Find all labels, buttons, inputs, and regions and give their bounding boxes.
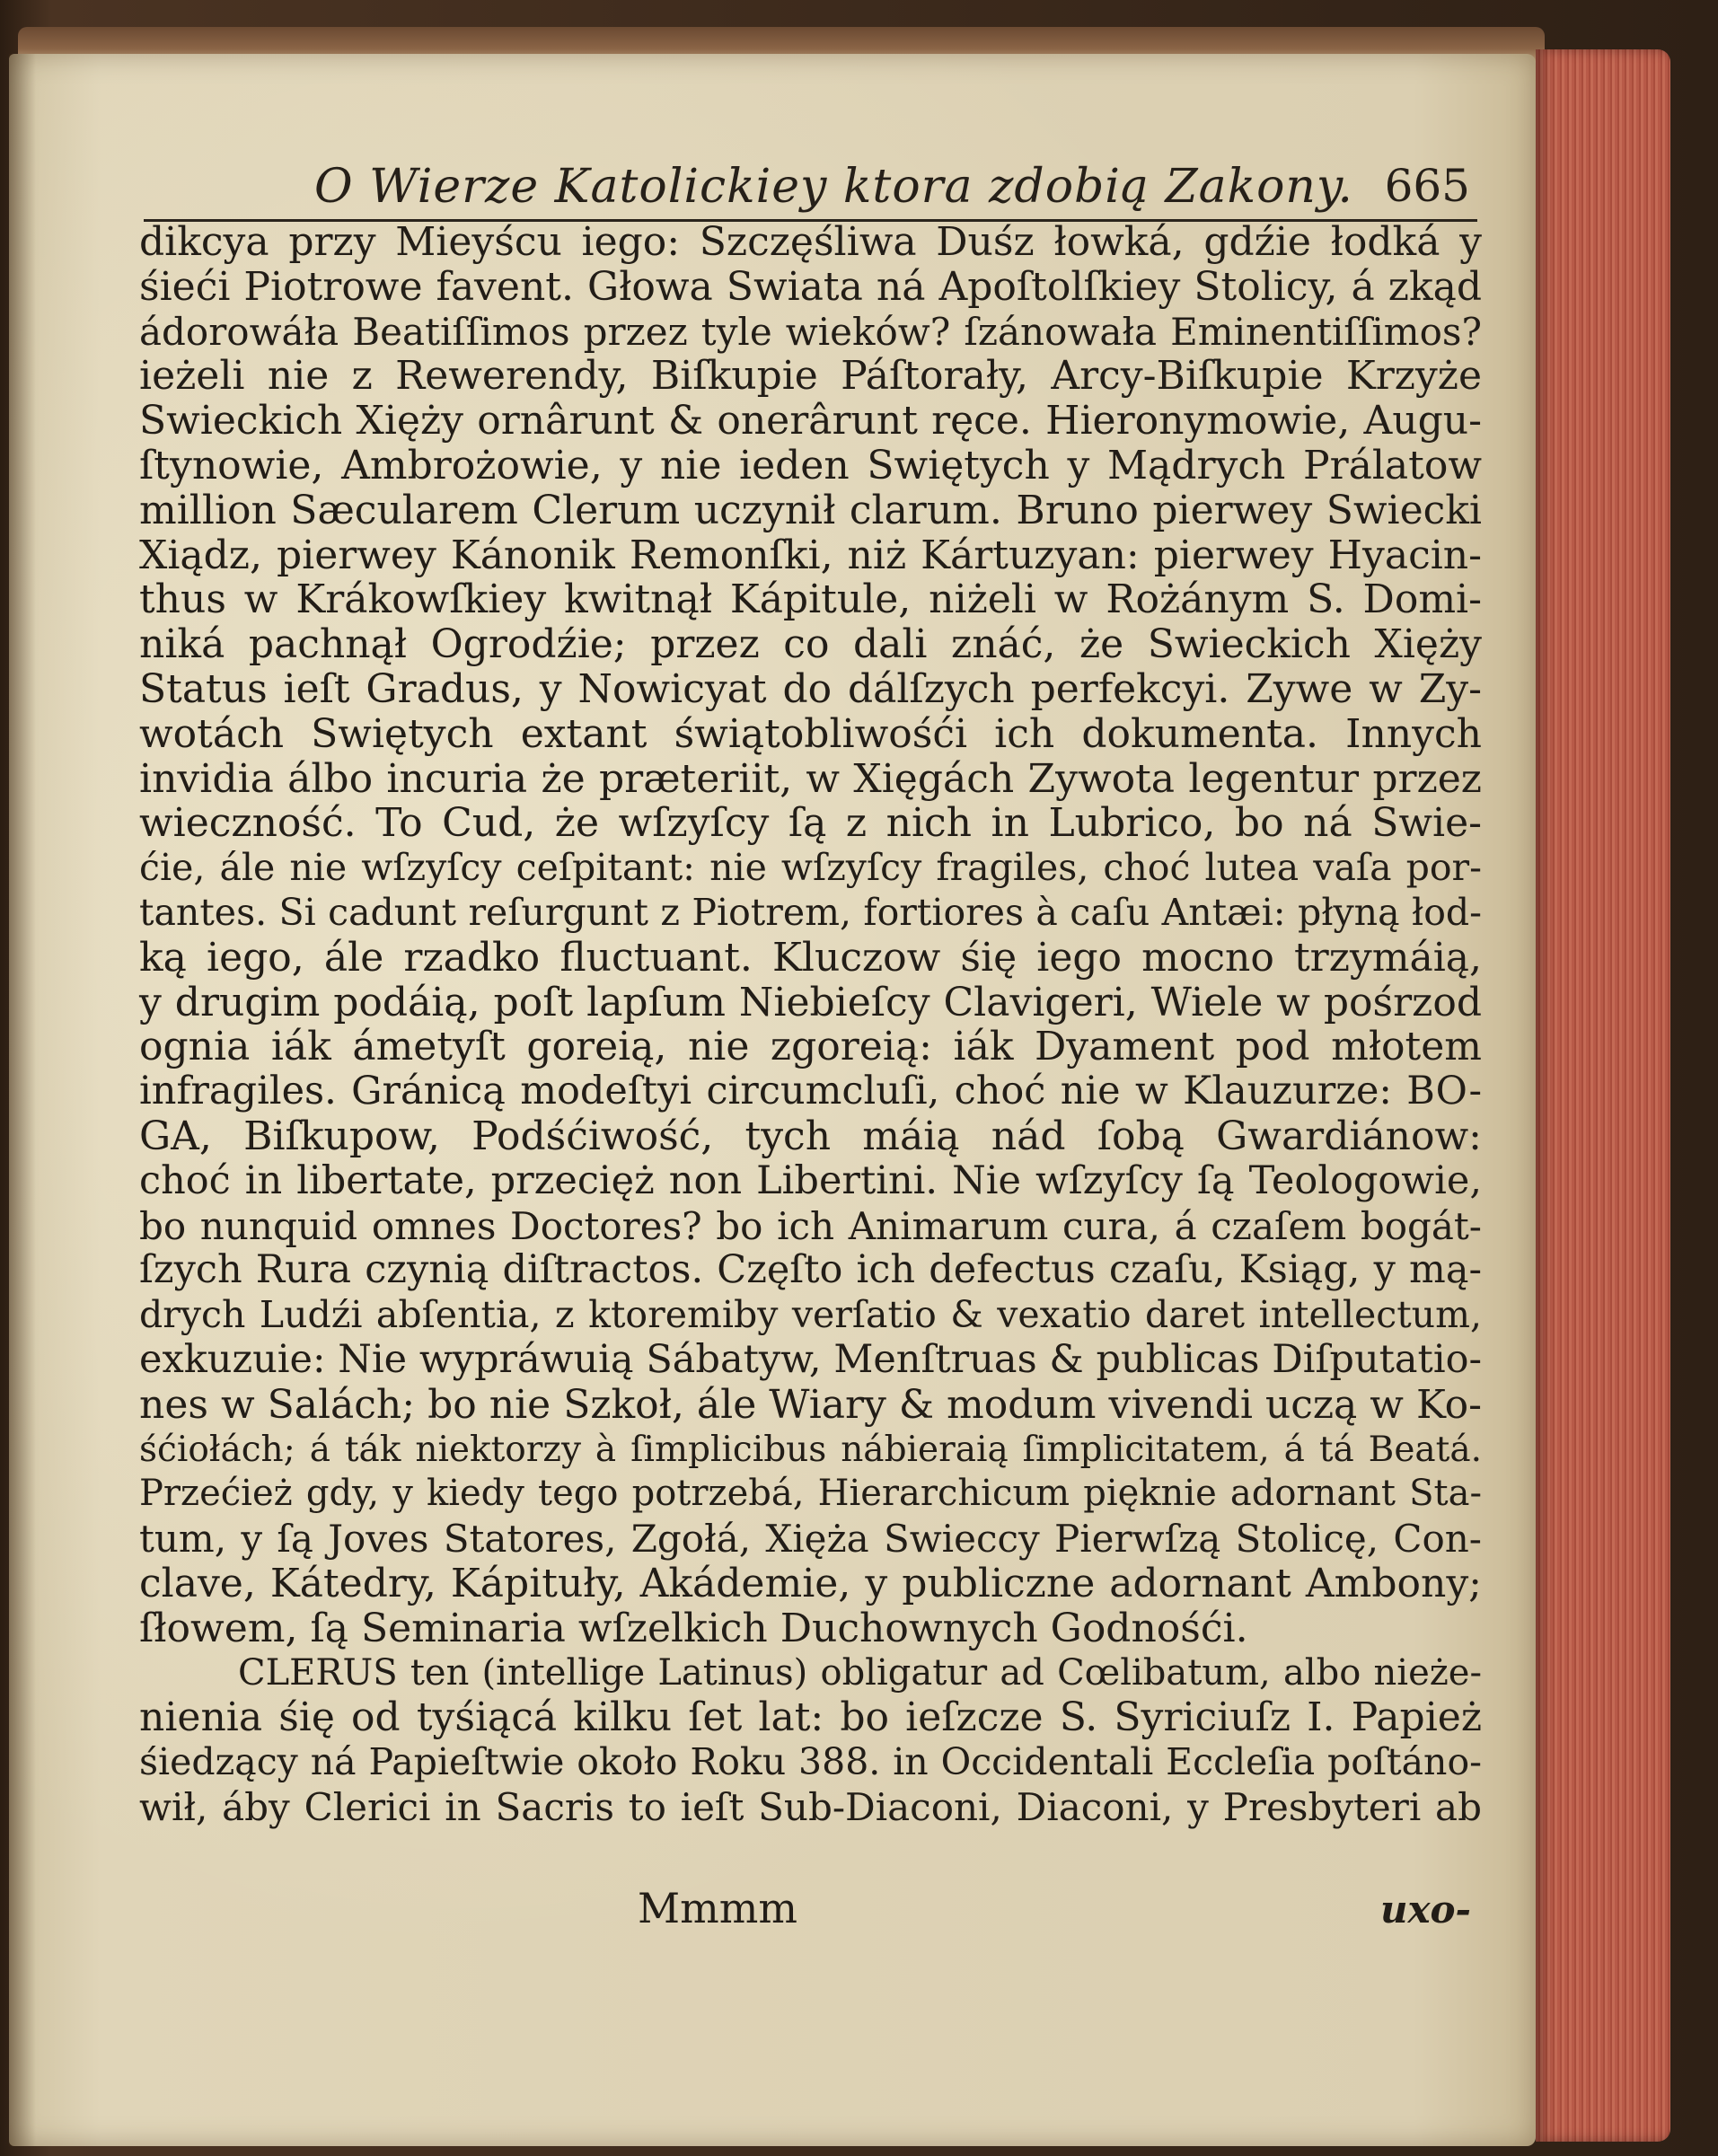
text-line: tum, y ſą Joves Statores, Zgołá, Xięża Swieccy Pierwſzą Stolicę, Con-	[139, 1517, 1482, 1562]
text-line: Przećież gdy, y kiedy tego potrzebá, Hierarchicum pięknie adornant Sta-	[139, 1473, 1482, 1515]
text-line: CLERUS ten (intellige Latinus) obligatur ad Cœlibatum, albo nieże-	[238, 1651, 1482, 1694]
spine-shadow	[9, 54, 36, 2146]
page-footer	[139, 1884, 1482, 1938]
text-line: dikcya przy Mieyścu iego: Szczęśliwa Duśz łowká, gdźie łodká y	[139, 219, 1482, 265]
text-line: wieczność. To Cud, że wſzyſcy ſą z nich in Lubrico, bo ná Swie-	[139, 800, 1482, 847]
text-line: ſzych Rura czynią diſtractos. Częſto ich defectus czaſu, Ksiąg, y mą-	[139, 1247, 1482, 1293]
text-line: invidia álbo incuria że præteriit, w Xięgách Zywota legentur przez	[139, 755, 1482, 802]
signature-mark: Mmmm	[638, 1884, 797, 1932]
text-line: nes w Salách; bo nie Szkoł, ále Wiary & modum vivendi uczą w Ko-	[139, 1381, 1482, 1428]
text-line: ćie, ále nie wſzyſcy ceſpitant: nie wſzyſcy fragiles, choć lutea vaſa por-	[139, 846, 1482, 890]
text-line: ognia iák ámetyſt goreią, nie zgoreią: iák Dyament pod młotem	[139, 1024, 1482, 1070]
catchword: uxo-	[1379, 1888, 1471, 1932]
text-line: drych Ludźi abſentia, z ktoremiby verſatio & vexatio daret intellectum,	[139, 1293, 1482, 1337]
text-line: y drugim podáią, poſt lapſum Niebieſcy Clavigeri, Wiele w pośrzod	[139, 979, 1482, 1025]
text-line: clave, Kátedry, Kápituły, Akádemie, y publiczne adornant Ambony;	[139, 1560, 1482, 1606]
text-line: nienia śię od tyśiącá kilku ſet lat: bo ieſzcze S. Syriciuſz I. Papież	[139, 1694, 1482, 1741]
text-line: tantes. Si cadunt reſurgunt z Piotrem, fortiores à caſu Antæi: płyną łod-	[139, 890, 1482, 934]
text-line: Xiądz, pierwey Kánonik Remonſki, niż Kártuzyan: pierwey Hyacin-	[139, 532, 1482, 578]
text-line: śieći Piotrowe favent. Głowa Swiata ná Apoſtolſkiey Stolicy, á zkąd	[139, 263, 1482, 310]
text-line: ſłowem, ſą Seminaria wſzelkich Duchownych Godnośći.	[139, 1605, 1248, 1651]
text-line: śćiołách; á ták niektorzy à ſimplicibus nábieraią ſimplicitatem, á tá Beatá.	[139, 1429, 1482, 1470]
text-line: choć in libertate, przecięż non Libertini. Nie wſzyſcy ſą Teologowie,	[139, 1157, 1482, 1203]
text-line: śiedzący ná Papieſtwie około Roku 388. in Occidentali Eccleſia poſtáno-	[139, 1740, 1482, 1784]
text-line: Status ieſt Gradus, y Nowicyat do dálſzych perfekcyi. Zywe w Zy-	[139, 665, 1482, 712]
text-line: ádorowáła Beatiſſimos przez tyle wieków? ſzánowała Eminentiſſimos?	[139, 309, 1482, 354]
text-line: million Sæcularem Clerum uczynił clarum. Bruno pierwey Swiecki	[139, 487, 1482, 533]
book-fore-edge	[1536, 49, 1670, 2142]
text-line: thus w Krákowſkiey kwitnął Kápitule, niżeli w Rożánym S. Domi-	[139, 576, 1482, 623]
running-head: O Wierze Katolickiey ktora zdobią Zakony.	[314, 160, 1353, 214]
text-line: Swieckich Xięży ornârunt & onerârunt ręce. Hieronymowie, Augu-	[139, 398, 1482, 444]
text-line: niká pachnął Ogrodźie; przez co dali znáć, że Swieckich Xięży	[139, 621, 1482, 668]
body-text	[139, 220, 1482, 1830]
text-line: ſtynowie, Ambrożowie, y nie ieden Swiętych y Mądrych Prálatow	[139, 442, 1482, 488]
text-line: GA, Biſkupow, Podśćiwość, tych máią nád ſobą Gwardiánow:	[139, 1113, 1482, 1159]
text-line: ką iego, ále rzadko fluctuant. Kluczow śię iego mocno trzymáią,	[139, 934, 1482, 981]
text-line: wił, áby Clerici in Sacris to ieſt Sub-Diaconi, Diaconi, y Presbyteri ab	[139, 1784, 1482, 1829]
page-header	[144, 160, 1477, 223]
text-line: wotách Swiętych extant świątobliwośći ich dokumenta. Innych	[139, 710, 1482, 757]
text-line: ieżeli nie z Rewerendy, Biſkupie Páſtorały, Arcy-Biſkupie Krzyże	[139, 353, 1482, 400]
text-line: bo nunquid omnes Doctores? bo ich Animarum cura, á czaſem bogát-	[139, 1203, 1482, 1248]
page-number: 665	[1384, 160, 1470, 212]
text-line: exkuzuie: Nie wypráwuią Sábatyw, Menſtruas & publicas Diſputatio-	[139, 1336, 1482, 1382]
text-line: infragiles. Gránicą modeſtyi circumcluſi, choć nie w Klauzurze: BO-	[139, 1069, 1482, 1114]
